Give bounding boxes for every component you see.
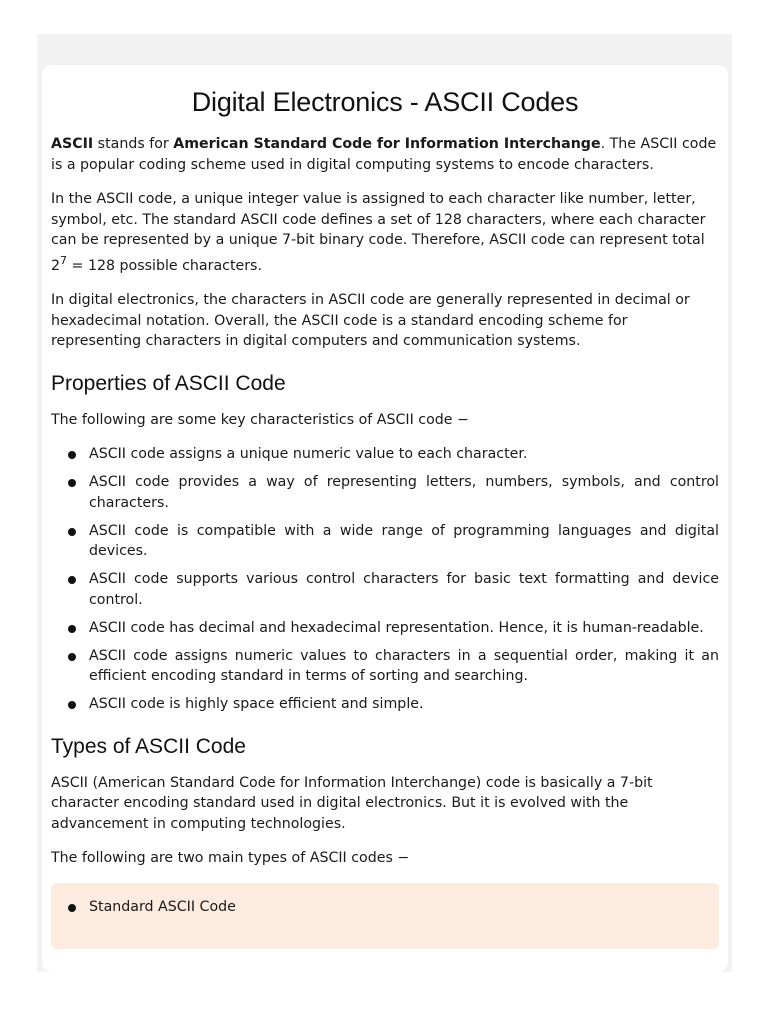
intro-term: ASCII bbox=[51, 136, 94, 152]
types-paragraph: ASCII (American Standard Code for Information Interchange) code is basically a 7-bit character encoding standard used in digital electronics. But it is evolved with the advancement in computing technologies. bbox=[51, 774, 653, 832]
properties-list bbox=[51, 444, 719, 715]
list-item: ASCII code is highly space efficient and simple. bbox=[51, 694, 719, 715]
intro-text-2: . The ASCII code is a popular coding scheme used in digital computing systems to encode characters. bbox=[51, 136, 717, 173]
list-item: Standard ASCII Code bbox=[51, 897, 719, 918]
exponent: 7 bbox=[60, 253, 68, 267]
list-item: ASCII code is compatible with a wide range of programming languages and digital devices. bbox=[51, 521, 719, 562]
list-item: ASCII code has decimal and hexadecimal representation. Hence, it is human-readable. bbox=[51, 618, 719, 639]
intro-expansion: American Standard Code for Information Interchange bbox=[173, 136, 601, 152]
paragraph-2-end: = 128 possible characters. bbox=[67, 257, 262, 274]
article-card bbox=[42, 65, 728, 972]
page-title: Digital Electronics - ASCII Codes bbox=[191, 87, 579, 117]
list-item: ASCII code provides a way of representing letters, numbers, symbols, and control characters. bbox=[51, 472, 719, 513]
properties-heading: Properties of ASCII Code bbox=[51, 371, 286, 395]
types-lead: The following are two main types of ASCII codes − bbox=[51, 850, 410, 866]
list-item: ASCII code assigns numeric values to characters in a sequential order, making it an efficient encoding standard in terms of sorting and searching. bbox=[51, 646, 719, 687]
paragraph-2 bbox=[51, 189, 719, 276]
intro-paragraph bbox=[51, 134, 719, 175]
types-list bbox=[51, 897, 719, 918]
list-item: ASCII code assigns a unique numeric value to each character. bbox=[51, 444, 719, 465]
types-highlight-box bbox=[51, 883, 719, 949]
intro-text-1: stands for bbox=[93, 136, 174, 152]
paragraph-3: In digital electronics, the characters in ASCII code are generally represented in decimal or hexadecimal notation. Overall, the ASCII code is a standard encoding scheme for representing characters in digital computers and communication systems. bbox=[51, 292, 690, 349]
properties-lead: The following are some key characteristics of ASCII code − bbox=[51, 411, 469, 428]
paragraph-2-text: In the ASCII code, a unique integer value is assigned to each character like number, letter, symbol, etc. The standard ASCII code defines a set of 128 characters, where each character can be represented by a unique 7-bit binary code. Therefore, ASCII code can represent total 2 bbox=[51, 191, 706, 274]
list-item: ASCII code supports various control characters for basic text formatting and device control. bbox=[51, 569, 719, 610]
types-heading: Types of ASCII Code bbox=[51, 734, 246, 758]
